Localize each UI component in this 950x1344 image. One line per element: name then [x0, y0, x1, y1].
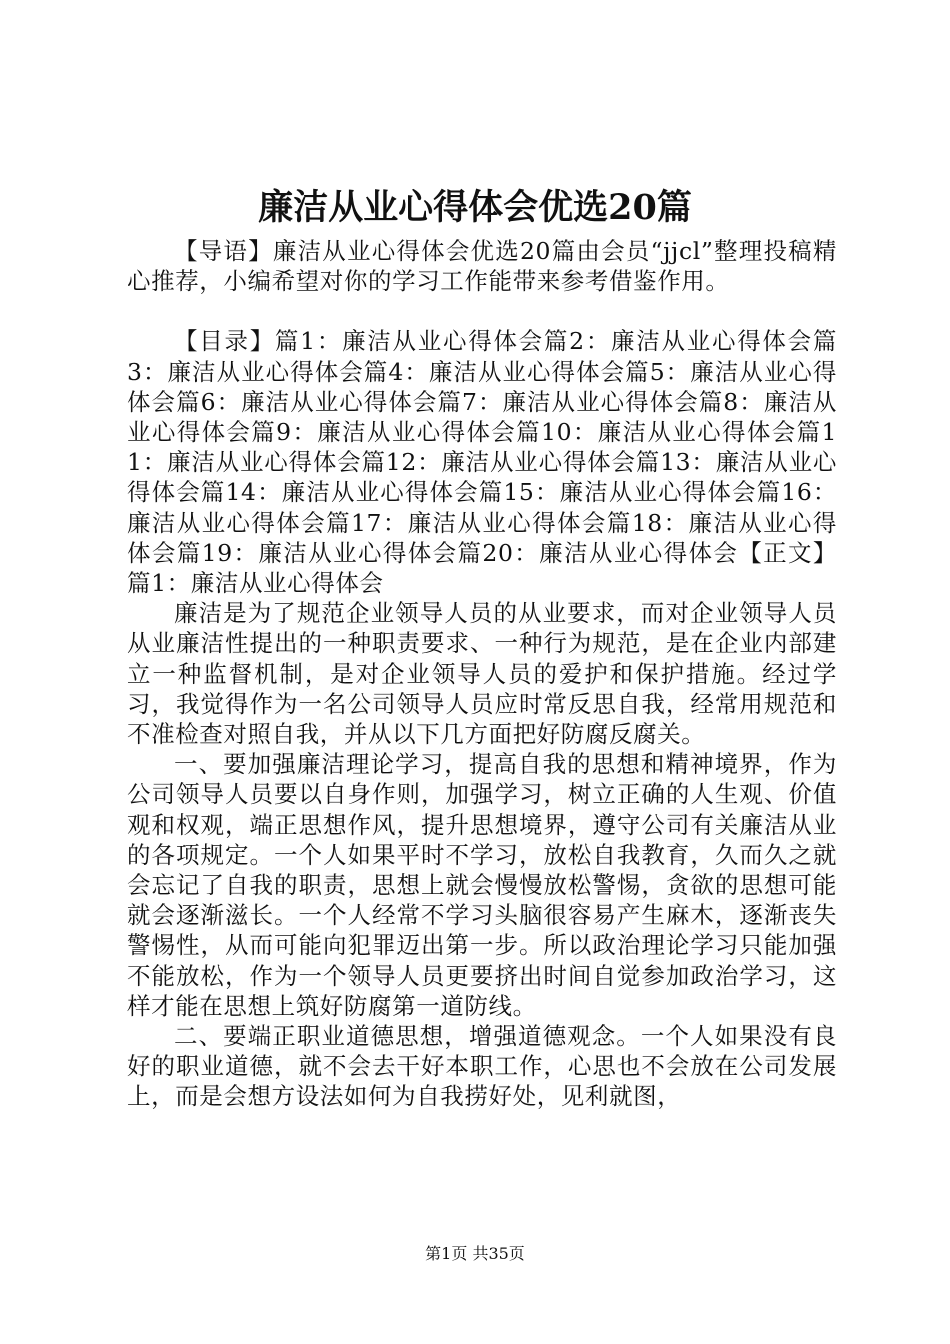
body-paragraph: 一、要加强廉洁理论学习，提高自我的思想和精神境界，作为公司领导人员要以自身作则，加强学习，树立正确的人生观、价值观和权观，端正思想作风，提升思想境界，遵守公司有关廉洁从业的各项规定。一个人如果平时不学习，放松自我教育，久而久之就会忘记了自我的职责，思想上就会慢慢放松警惕，贪欲的思想可能就会逐渐滋长。一个人经常不学习头脑很容易产生麻木，逐渐丧失警惕性，从而可能向犯罪迈出第一步。所以政治理论学习只能加强不能放松，作为一个领导人员更要挤出时间自觉参加政治学习，这样才能在思想上筑好防腐第一道防线。	[127, 750, 837, 1020]
intro-paragraph: 【导语】廉洁从业心得体会优选20篇由会员“jjcl”整理投稿精心推荐，小编希望对你的学习工作能带来参考借鉴作用。	[127, 237, 837, 296]
page-number-footer: 第1页 共35页	[425, 1244, 525, 1263]
document-title: 廉洁从业心得体会优选20篇	[258, 187, 692, 228]
paragraph-spacer	[127, 296, 837, 326]
table-of-contents-paragraph: 【目录】篇1：廉洁从业心得体会篇2：廉洁从业心得体会篇3：廉洁从业心得体会篇4：廉洁从业心得体会篇5：廉洁从业心得体会篇6：廉洁从业心得体会篇7：廉洁从业心得体会篇8：廉洁从业心得体会篇9：廉洁从业心得体会篇10：廉洁从业心得体会篇11：廉洁从业心得体会篇12：廉洁从业心得体会篇13：廉洁从业心得体会篇14：廉洁从业心得体会篇15：廉洁从业心得体会篇16：廉洁从业心得体会篇17：廉洁从业心得体会篇18：廉洁从业心得体会篇19：廉洁从业心得体会篇20：廉洁从业心得体会【正文】篇1：廉洁从业心得体会	[127, 327, 837, 598]
body-paragraph: 二、要端正职业道德思想，增强道德观念。一个人如果没有良好的职业道德，就不会去干好本职工作，心思也不会放在公司发展上，而是会想方设法如何为自我捞好处，见利就图，	[127, 1022, 837, 1111]
document-body	[127, 236, 837, 1112]
body-paragraph: 廉洁是为了规范企业领导人员的从业要求，而对企业领导人员从业廉洁性提出的一种职责要求、一种行为规范，是在企业内部建立一种监督机制，是对企业领导人员的爱护和保护措施。经过学习，我觉得作为一名公司领导人员应时常反思自我，经常用规范和不准检查对照自我，并从以下几方面把好防腐反腐关。	[127, 599, 837, 749]
